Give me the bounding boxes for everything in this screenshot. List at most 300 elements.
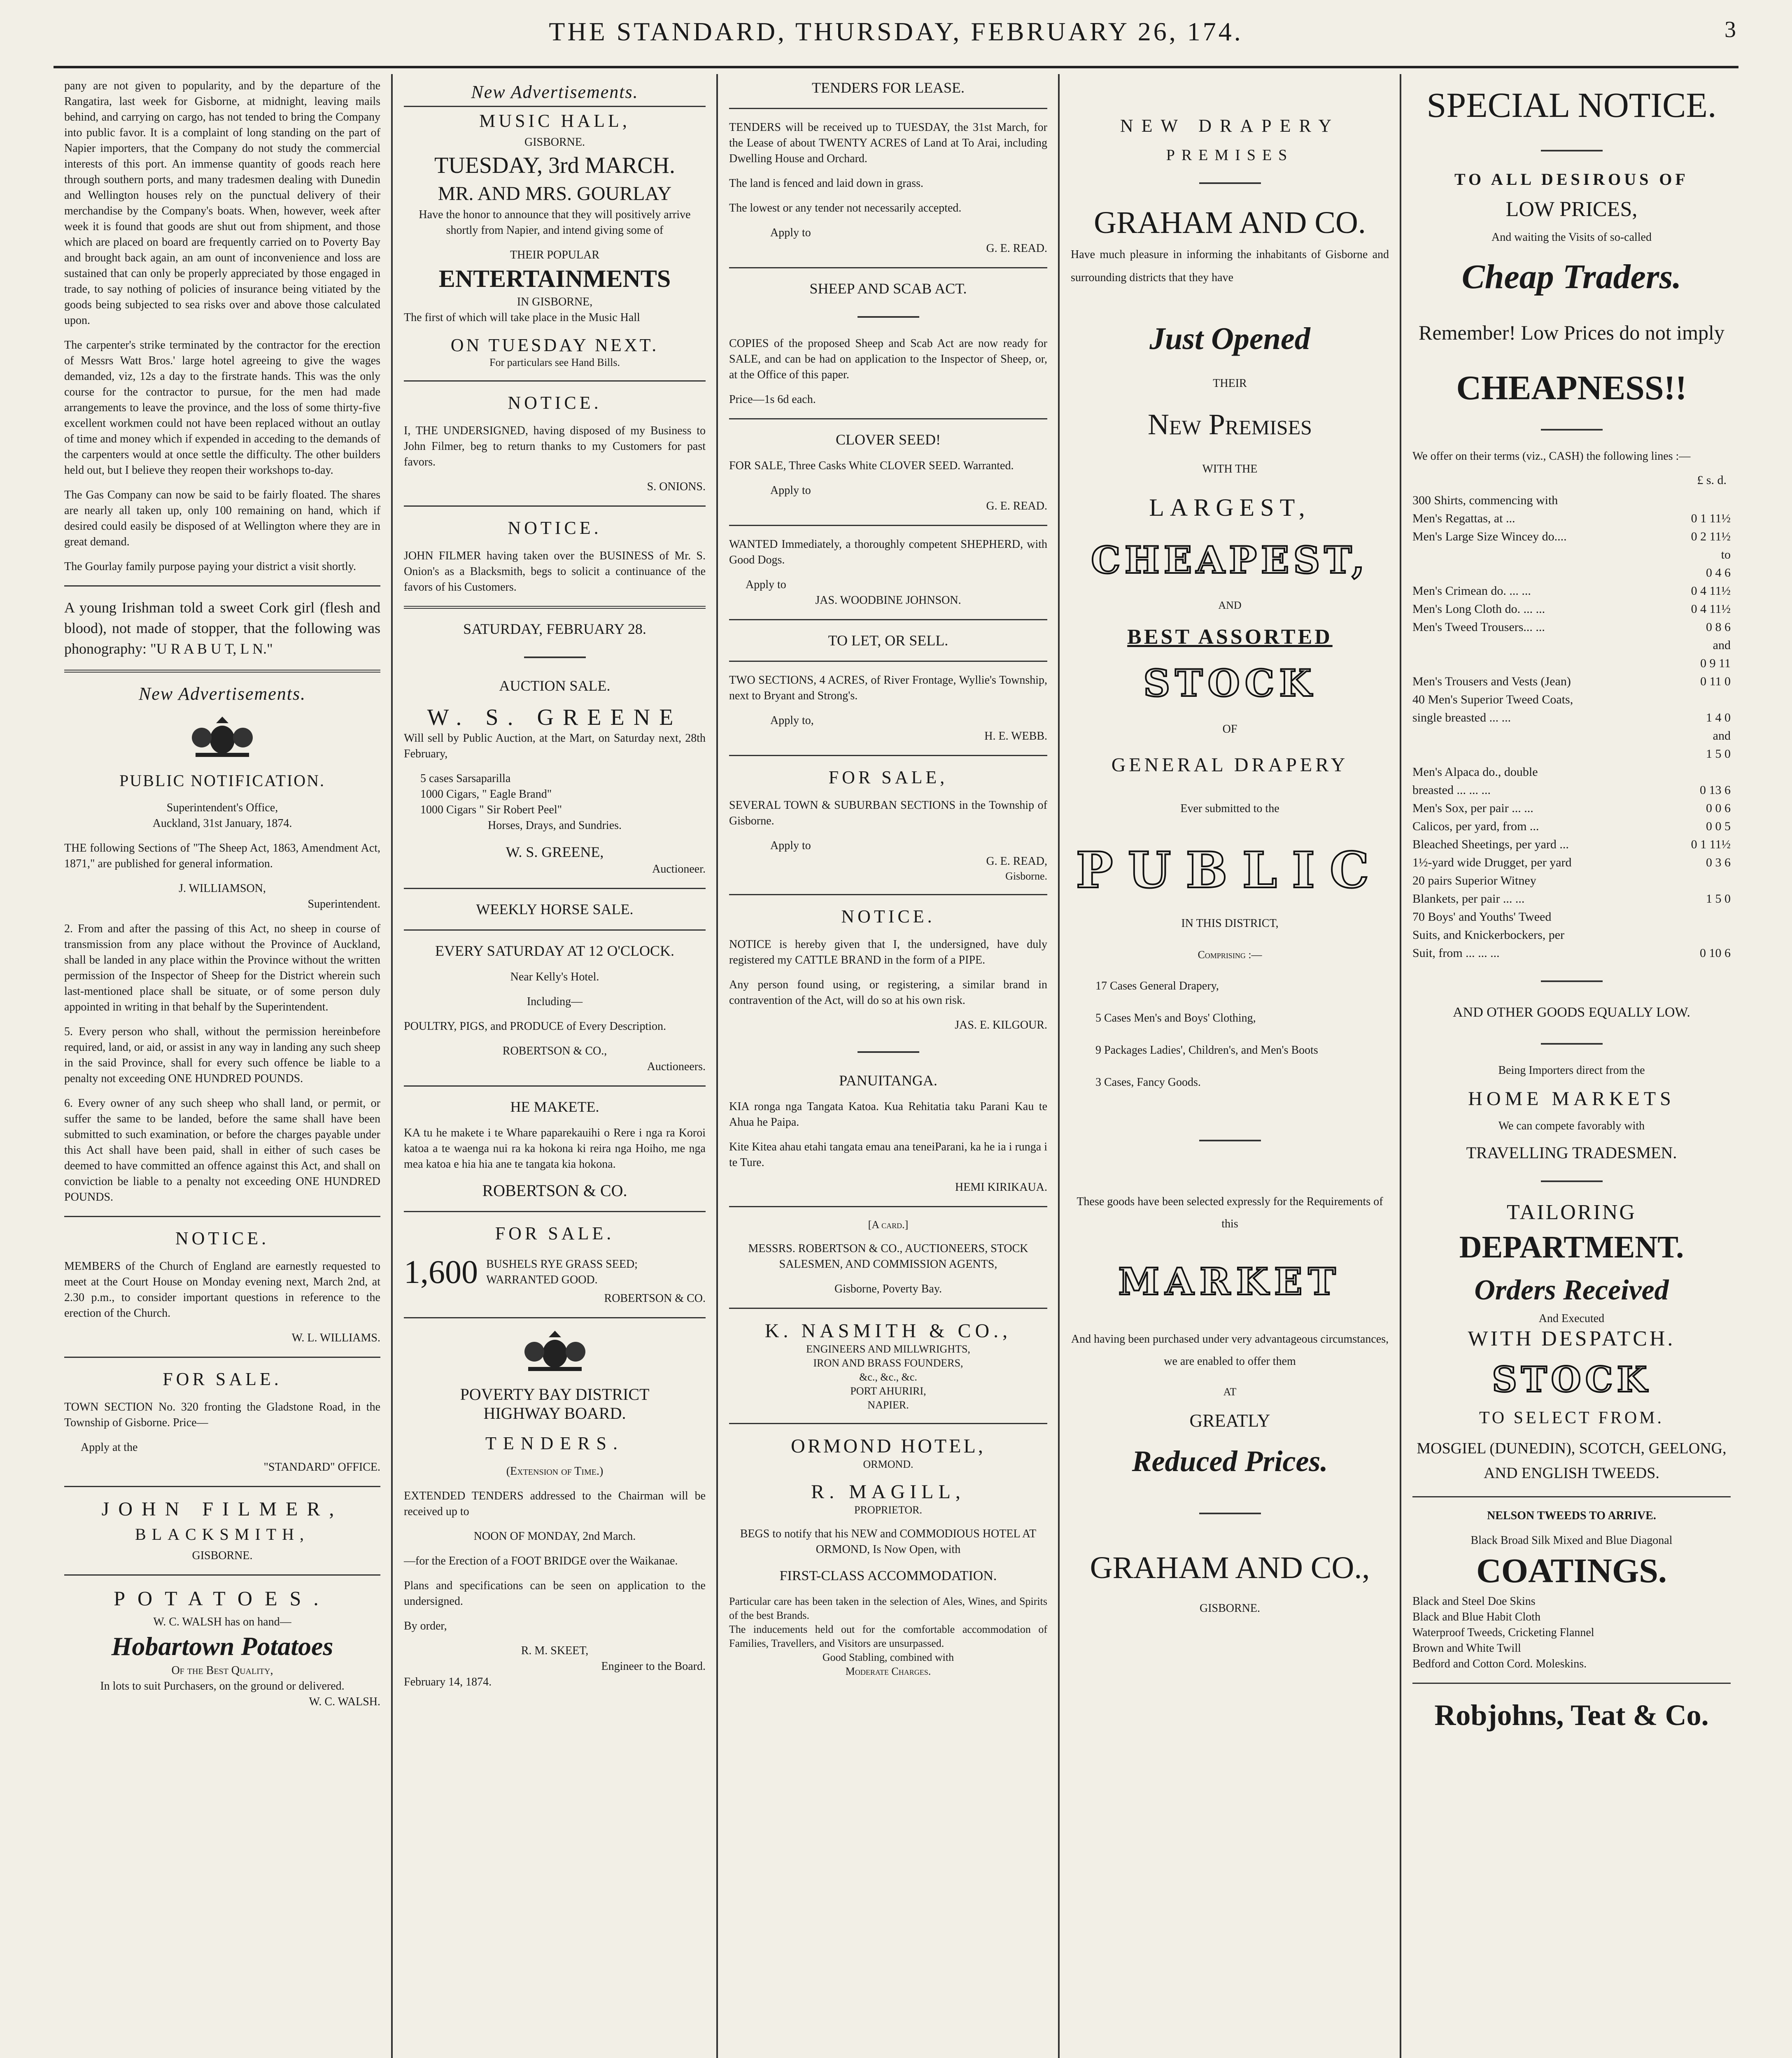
magill-name: R. MAGILL, xyxy=(811,1481,965,1503)
tolet-apply: Apply to, xyxy=(770,714,814,727)
wanted-apply: Apply to xyxy=(746,578,786,591)
price-value: 0 2 11½ xyxy=(1691,530,1731,543)
price-row xyxy=(1412,908,1731,926)
divider xyxy=(729,755,1047,756)
music-hall-on: ON TUESDAY NEXT. xyxy=(450,335,659,355)
tailoring: TAILORING xyxy=(1507,1201,1636,1224)
column-rule xyxy=(1400,74,1401,2058)
divider xyxy=(1412,1683,1731,1684)
weekly-including: Including— xyxy=(527,995,583,1008)
largest: LARGEST, xyxy=(1149,494,1311,521)
price-item: 70 Boys' and Youths' Tweed xyxy=(1412,910,1552,924)
pub-title: PUBLIC NOTIFICATION. xyxy=(119,771,325,790)
masthead-rule xyxy=(54,66,1738,68)
divider xyxy=(404,929,706,931)
lease-title: TENDERS FOR LEASE. xyxy=(811,79,965,96)
tenders-extension: (Extension of Time.) xyxy=(506,1465,604,1478)
music-hall-body: Have the honor to announce that they will positively arrive shortly from Napier, and intend giving some of xyxy=(419,208,691,237)
ever-submitted: Ever submitted to the xyxy=(1180,802,1279,815)
divider xyxy=(729,418,1047,419)
price-item: breasted ... ... ... xyxy=(1412,783,1491,797)
divider xyxy=(64,1216,380,1217)
remember: Remember! Low Prices do not imply xyxy=(1419,321,1724,344)
divider xyxy=(404,106,706,107)
article-paragraph: The Gourlay family purpose paying your district a visit shortly. xyxy=(64,560,356,573)
divider xyxy=(1541,1043,1603,1045)
price-row xyxy=(1412,854,1731,872)
weekly-near: Near Kelly's Hotel. xyxy=(510,971,599,983)
price-item xyxy=(1412,654,1661,673)
signature: ROBERTSON & CO. xyxy=(482,1181,627,1200)
forsale-apply: Apply to xyxy=(770,839,811,852)
nasmith-line: ENGINEERS AND MILLWRIGHTS, xyxy=(806,1343,970,1355)
divider xyxy=(404,888,706,889)
price-value: 0 1 11½ xyxy=(1691,512,1731,525)
price-row xyxy=(1412,745,1731,763)
signature-role: Auctioneer. xyxy=(652,863,706,875)
tenders-body: EXTENDED TENDERS addressed to the Chairman will be received up to xyxy=(404,1490,706,1518)
price-item: 300 Shirts, commencing with xyxy=(1412,494,1558,507)
lease-apply: Apply to xyxy=(770,226,811,239)
price-row xyxy=(1412,872,1731,890)
price-row xyxy=(1412,926,1731,944)
lease-lowest: The lowest or any tender not necessarily accepted. xyxy=(729,202,962,214)
article-paragraph: pany are not given to popularity, and by the departure of the Rangatira, last week for Gisborne, at midnight, leaving mails behind, and carrying on cargo, has not tended to bring the Company into public favor. It is a complaint of long standing on the part of Napier importers, that the Company do not study the commercial interests of this port. An immense quantity of goods reach here through southern ports, and many tradesmen dealing with Dunedin and Wellington houses rely on the punctual delivery of their merchandise by the Company's boats. When, however, week after week it is found that goods are shut out from shipment, and those which are placed on board are frequently carried on to Poverty Bay and brought back again, an am ount of inconvenience and loss are sustained that can only be properly appreciated by those engaged in trade, to say nothing of policies of insurance being vitiated by the goods being subjected to sea risks over and above those calculated upon. xyxy=(64,79,380,327)
divider xyxy=(1199,182,1261,184)
nasmith-line: PORT AHURIRI, xyxy=(850,1385,926,1397)
cloth-line: Brown and White Twill xyxy=(1412,1642,1521,1655)
cloth-line: Black and Blue Habit Cloth xyxy=(1412,1611,1541,1623)
signature-role: Auctioneers. xyxy=(647,1060,706,1073)
makete-title: HE MAKETE. xyxy=(510,1099,599,1115)
price-item: single breasted ... ... xyxy=(1412,711,1511,724)
divider xyxy=(1412,1496,1731,1497)
price-row xyxy=(1412,709,1731,727)
goods-item: 5 Cases Men's and Boys' Clothing, xyxy=(1095,1012,1256,1024)
tolet-body: TWO SECTIONS, 4 ACRES, of River Frontage, Wyllie's Township, next to Bryant and Strong's. xyxy=(729,674,1047,702)
price-value: 0 0 6 xyxy=(1706,801,1731,815)
price-value: 0 1 11½ xyxy=(1691,838,1731,851)
forsale-body: TOWN SECTION No. 320 fronting the Gladstone Road, in the Township of Gisborne. Price— xyxy=(64,1401,380,1429)
notice-title: NOTICE. xyxy=(175,1228,270,1248)
divider xyxy=(729,661,1047,662)
price-value: and xyxy=(1713,729,1731,743)
article-paragraph: The carpenter's strike terminated by the contractor for the erection of Messrs Watt Bros.' large hotel agreeing to give the wages demanded, viz, 12s a day to the firstrate hands. This was the only course for the contractor to pursue, for the men had made arrangements to leave the province, and the loss of some thirty-five excellent workmen could not have been replaced without an outlay of time and money which if expended in acceding to the demands of the carpenters would at once settle the difficulty. The other builders held out, but I believe they reopen their workshops to-day. xyxy=(64,339,380,477)
signature: G. E. READ. xyxy=(986,242,1047,255)
price-list xyxy=(1412,491,1731,962)
goods-item: 17 Cases General Drapery, xyxy=(1095,980,1219,992)
with-despatch: WITH DESPATCH. xyxy=(1468,1327,1675,1350)
forsale-office: "STANDARD" OFFICE. xyxy=(263,1461,380,1474)
price-value xyxy=(1661,763,1731,781)
article-paragraph: The Gas Company can now be said to be fairly floated. The shares are nearly all taken up, only 100 remaining on hand, which if desired could easily be disposed of at Wellington where they are in great demand. xyxy=(64,489,380,548)
panuitanga-body: KIA ronga nga Tangata Katoa. Kua Rehitatia taku Parani Kau te Ahua he Paipa. xyxy=(729,1100,1047,1129)
price-row xyxy=(1412,564,1731,582)
potatoes-title: POTATOES. xyxy=(114,1587,331,1610)
divider xyxy=(64,585,380,587)
column-4 xyxy=(1060,74,1400,2058)
tenders-noon: NOON OF MONDAY, 2nd March. xyxy=(473,1530,636,1543)
price-row xyxy=(1412,546,1731,564)
home-markets: HOME MARKETS xyxy=(1468,1088,1675,1110)
column-rule xyxy=(716,74,718,2058)
greene-body: Will sell by Public Auction, at the Mart, on Saturday next, 28th February, xyxy=(404,732,706,760)
notice-body: I, THE UNDERSIGNED, having disposed of my Business to John Filmer, beg to return thanks to my Customers for past favors. xyxy=(404,424,706,468)
tenders-title: TENDERS. xyxy=(485,1433,624,1453)
price-row xyxy=(1412,691,1731,709)
divider xyxy=(858,1051,919,1053)
signature: G. E. READ, xyxy=(986,855,1047,868)
notice-title: NOTICE. xyxy=(508,393,602,413)
signature: W. C. WALSH. xyxy=(309,1695,380,1708)
divider xyxy=(729,894,1047,895)
clover-body: FOR SALE, Three Casks White CLOVER SEED. Warranted. xyxy=(729,459,1014,472)
signature: G. E. READ. xyxy=(986,500,1047,512)
weekly-title: WEEKLY HORSE SALE. xyxy=(476,901,634,917)
highway-subtitle: HIGHWAY BOARD. xyxy=(483,1404,626,1422)
divider xyxy=(1541,150,1603,151)
offer: We offer on their terms (viz., CASH) the following lines :— xyxy=(1412,450,1691,463)
nasmith-line: NAPIER. xyxy=(867,1399,909,1411)
price-item: Men's Alpaca do., double xyxy=(1412,765,1538,779)
potatoes-lots: In lots to suit Purchasers, on the ground or delivered. xyxy=(100,1680,345,1692)
nasmith-line: &c., &c., &c. xyxy=(859,1371,917,1383)
price-item: 40 Men's Superior Tweed Coats, xyxy=(1412,693,1573,706)
divider xyxy=(64,1357,380,1358)
goods-item: 9 Packages Ladies', Children's, and Men's Boots xyxy=(1095,1044,1318,1057)
price-value: 0 4 6 xyxy=(1706,566,1731,580)
price-row xyxy=(1412,654,1731,673)
masthead xyxy=(0,16,1792,66)
notice-body: Any person found using, or registering, a similar brand in contravention of the Act, will do so at his own risk. xyxy=(729,978,1047,1007)
signature: S. ONIONS. xyxy=(647,480,706,493)
goods-item: 3 Cases, Fancy Goods. xyxy=(1095,1076,1201,1089)
price-value: 0 10 6 xyxy=(1700,946,1731,960)
price-value xyxy=(1661,872,1731,890)
nelson-tweeds: NELSON TWEEDS TO ARRIVE. xyxy=(1487,1509,1656,1522)
sheep-act-title: SHEEP AND SCAB ACT. xyxy=(809,280,967,297)
divider xyxy=(64,670,380,673)
pub-section-2: 2. From and after the passing of this Act, no sheep in course of transmission from any place without the Province of Auckland, shall be landed in any place within the Province without the written permission of the Inspector of Sheep for the District wherein such last-mentioned place shall be situate, or of some person duly appointed in writing in that behalf by the Superintendent. xyxy=(64,922,380,1013)
masthead-title: THE STANDARD, THURSDAY, FEBRUARY 26, 174. xyxy=(549,17,1243,46)
ormond-first: FIRST-CLASS ACCOMMODATION. xyxy=(779,1568,997,1583)
music-hall-ent: ENTERTAINMENTS xyxy=(438,265,671,292)
panuitanga-title: PANUITANGA. xyxy=(839,1072,937,1089)
price-row xyxy=(1412,618,1731,636)
filmer-name: JOHN FILMER, xyxy=(101,1498,343,1520)
signature: ROBERTSON & CO. xyxy=(604,1292,706,1305)
price-item: Men's Sox, per pair ... ... xyxy=(1412,801,1533,815)
price-item: Blankets, per pair ... ... xyxy=(1412,892,1525,906)
ormond-title: ORMOND HOTEL, xyxy=(791,1435,986,1457)
price-row xyxy=(1412,510,1731,528)
pub-section-6: 6. Every owner of any such sheep who shall land, or permit, or suffer the same to be landed, before the same shall have been submitted to such examination, or before the charges payable under this Act shall have been paid, shall in either of such cases be deemed to have committed an offence against this Act, and shall on conviction be liable to a penalty not exceeding ONE HUNDRED POUNDS. xyxy=(64,1097,380,1204)
their: THEIR xyxy=(1213,377,1247,390)
low-prices: LOW PRICES, xyxy=(1505,198,1638,221)
filmer-place: GISBORNE. xyxy=(192,1549,253,1562)
divider xyxy=(1541,1180,1603,1182)
purchased: And having been purchased under very advantageous circumstances, we are enabled to offer them xyxy=(1071,1333,1389,1368)
divider xyxy=(64,1486,380,1487)
signature: W. L. WILLIAMS. xyxy=(291,1332,380,1344)
price-item: Men's Regattas, at ... xyxy=(1412,512,1515,525)
forsale-title: FOR SALE. xyxy=(163,1369,282,1389)
magill-role: PROPRIETOR. xyxy=(854,1504,922,1516)
market: MARKET xyxy=(1118,1260,1342,1304)
lot-item: 1000 Cigars " Sir Robert Peel" xyxy=(420,803,562,816)
lot-item: 1000 Cigars, " Eagle Brand" xyxy=(420,788,552,801)
ormond-body: BEGS to notify that his NEW and COMMODIOUS HOTEL AT ORMOND, Is Now Open, with xyxy=(740,1527,1037,1556)
page-number: 3 xyxy=(1724,17,1738,42)
cheapest: CHEAPEST, xyxy=(1091,538,1369,582)
price-item xyxy=(1412,745,1661,763)
tenders-date: February 14, 1874. xyxy=(404,1676,492,1688)
weekly-produce: POULTRY, PIGS, and PRODUCE of Every Description. xyxy=(404,1020,666,1033)
price-row xyxy=(1412,491,1731,510)
gourlay-name: MR. AND MRS. GOURLAY xyxy=(438,183,672,205)
divider xyxy=(729,108,1047,109)
price-item: Suits, and Knickerbockers, per xyxy=(1412,928,1565,942)
divider xyxy=(404,1317,706,1318)
price-row xyxy=(1412,727,1731,745)
cloth-line: Bedford and Cotton Cord. Moleskins. xyxy=(1412,1658,1587,1670)
graham-name: GRAHAM AND CO. xyxy=(1094,205,1366,240)
compete: We can compete favorably with xyxy=(1498,1120,1645,1132)
to-select: TO SELECT FROM. xyxy=(1479,1408,1664,1427)
column-rule xyxy=(1058,74,1060,2058)
signature-role: Superintendent. xyxy=(308,898,380,910)
tenders-plans: Plans and specifications can be seen on application to the undersigned. xyxy=(404,1579,706,1608)
column-1 xyxy=(54,74,391,2058)
clover-title: CLOVER SEED! xyxy=(836,431,941,448)
divider xyxy=(1199,1513,1261,1514)
panuitanga-body: Kite Kitea ahau etahi tangata emau ana teneiParani, ka he ia i runga i te Ture. xyxy=(729,1141,1047,1169)
sale-date: SATURDAY, FEBRUARY 28. xyxy=(463,621,646,637)
price-value xyxy=(1661,691,1731,709)
divider xyxy=(1541,429,1603,431)
price-value: 1 4 0 xyxy=(1706,711,1731,724)
potatoes-big: Hobartown Potatoes xyxy=(111,1632,333,1661)
of: OF xyxy=(1222,723,1237,736)
divider xyxy=(729,619,1047,620)
tenders-erect: —for the Erection of a FOOT BRIDGE over the Waikanae. xyxy=(404,1555,678,1567)
divider xyxy=(858,316,919,318)
price-value: to xyxy=(1721,548,1731,561)
column-5 xyxy=(1402,74,1741,2058)
robertson-place: Gisborne, Poverty Bay. xyxy=(834,1283,942,1295)
wanted-body: WANTED Immediately, a thoroughly competent SHEPHERD, with Good Dogs. xyxy=(729,538,1047,566)
divider xyxy=(404,380,706,382)
other-goods: AND OTHER GOODS EQUALLY LOW. xyxy=(1453,1005,1690,1020)
ormond-particular: Particular care has been taken in the selection of Ales, Wines, and Spirits of the best Brands. xyxy=(729,1595,1047,1621)
ormond-moderate: Moderate Charges. xyxy=(845,1665,931,1677)
price-row xyxy=(1412,799,1731,817)
price-value: 0 8 6 xyxy=(1706,620,1731,634)
signature-place: Gisborne. xyxy=(1005,870,1047,882)
price-item: Calicos, per yard, from ... xyxy=(1412,819,1539,833)
price-value: 0 4 11½ xyxy=(1691,602,1731,616)
column-rule xyxy=(391,74,393,2058)
price-row xyxy=(1412,600,1731,618)
music-hall-title: MUSIC HALL, xyxy=(479,111,630,131)
clover-apply: Apply to xyxy=(770,484,811,497)
price-item xyxy=(1412,727,1661,745)
royal-crest-icon xyxy=(520,1329,590,1374)
price-row xyxy=(1412,582,1731,600)
price-value: 0 4 11½ xyxy=(1691,584,1731,598)
potatoes-line: W. C. WALSH has on hand— xyxy=(153,1616,291,1628)
department: DEPARTMENT. xyxy=(1459,1230,1684,1264)
nasmith-title: K. NASMITH & CO., xyxy=(764,1320,1012,1342)
price-row xyxy=(1412,528,1731,546)
forsale-title: FOR SALE, xyxy=(828,767,948,787)
divider xyxy=(404,505,706,507)
new-ads-header: New Advertisements. xyxy=(471,82,639,102)
signature: R. M. SKEET, xyxy=(521,1644,589,1657)
divider xyxy=(64,1574,380,1576)
price-value: 0 0 5 xyxy=(1706,819,1731,833)
notice-body: JOHN FILMER having taken over the BUSINESS of Mr. S. Onion's as a Blacksmith, begs to solicit a continuance of the favors of his Customers. xyxy=(404,549,706,594)
robertson-card: MESSRS. ROBERTSON & CO., AUCTIONEERS, STOCK SALESMEN, AND COMMISSION AGENTS, xyxy=(748,1242,1028,1271)
sheep-act-body: COPIES of the proposed Sheep and Scab Act are now ready for SALE, and can be had on application to the Inspector of Sheep, or, at the Office of this paper. xyxy=(729,337,1047,381)
just-opened: Just Opened xyxy=(1149,321,1310,356)
price-item xyxy=(1412,636,1661,654)
special-notice: SPECIAL NOTICE. xyxy=(1426,85,1717,125)
weekly-when: EVERY SATURDAY AT 12 O'CLOCK. xyxy=(435,943,674,959)
tolet-title: TO LET, OR SELL. xyxy=(828,632,948,649)
irishman-item: A young Irishman told a sweet Cork girl (flesh and blood), not made of stopper, that the following was phonography: "U R A B U T, L N." xyxy=(64,599,380,657)
forsale-apply: Apply at the xyxy=(81,1441,138,1454)
signature: HEMI KIRIKAUA. xyxy=(955,1181,1047,1194)
filmer-trade: BLACKSMITH, xyxy=(135,1525,310,1544)
cloth-line: Waterproof Tweeds, Cricketing Flannel xyxy=(1412,1626,1594,1639)
with-the: WITH THE xyxy=(1202,463,1258,475)
price-row xyxy=(1412,763,1731,781)
divider xyxy=(729,525,1047,526)
lot-item: Horses, Drays, and Sundries. xyxy=(487,819,622,832)
price-value: 0 9 11 xyxy=(1700,657,1731,670)
price-item: Men's Long Cloth do. ... ... xyxy=(1412,602,1545,616)
divider xyxy=(1541,980,1603,982)
price-value: 0 13 6 xyxy=(1700,783,1731,797)
price-value xyxy=(1661,908,1731,926)
potatoes-quality: Of the Best Quality, xyxy=(171,1664,273,1677)
new-premises: New Premises xyxy=(1148,408,1312,441)
price-row xyxy=(1412,781,1731,799)
ormond-inducements: The inducements held out for the comfortable accommodation of Families, Travellers, and Visitors are unsurpassed. xyxy=(729,1623,1047,1649)
cheap-traders: Cheap Traders. xyxy=(1461,258,1682,296)
price-row xyxy=(1412,944,1731,962)
at: AT xyxy=(1223,1386,1237,1398)
notice-body: MEMBERS of the Church of England are earnestly requested to meet at the Court House on Monday evening next, March 2nd, at 2.30 p.m., to consider important questions in reference to the erection of the Church. xyxy=(64,1260,380,1320)
price-item: Men's Large Size Wincey do.... xyxy=(1412,530,1567,543)
price-value: 1 5 0 xyxy=(1706,892,1731,906)
importers: Being Importers direct from the xyxy=(1498,1064,1645,1077)
divider xyxy=(729,1423,1047,1424)
stock: STOCK xyxy=(1492,1359,1651,1400)
column-3 xyxy=(718,74,1058,2058)
price-value xyxy=(1661,926,1731,944)
price-value: 0 3 6 xyxy=(1706,856,1731,869)
auction-title: AUCTION SALE. xyxy=(499,677,611,694)
signature: W. S. GREENE, xyxy=(506,844,604,860)
forsale-body: SEVERAL TOWN & SUBURBAN SECTIONS in the Township of Gisborne. xyxy=(729,799,1047,827)
premises-title: PREMISES xyxy=(1166,147,1294,164)
comprising: Comprising :— xyxy=(1198,949,1262,961)
goods-selected: These goods have been selected expressly for the Requirements of this xyxy=(1077,1195,1383,1230)
forsale-body: BUSHELS RYE GRASS SEED; WARRANTED GOOD. xyxy=(486,1258,638,1286)
lease-body: TENDERS will be received up to TUESDAY, the 31st March, for the Lease of about TWENTY ACRES of Land at To Arai, including Dwelling House and Orchard. xyxy=(729,121,1047,165)
price-item: Bleached Sheetings, per yard ... xyxy=(1412,838,1569,851)
signature: J. WILLIAMSON, xyxy=(179,882,266,895)
music-hall-bills: For particulars see Hand Bills. xyxy=(489,356,620,368)
price-value: 1 5 0 xyxy=(1706,747,1731,761)
price-row xyxy=(1412,636,1731,654)
divider xyxy=(404,606,706,609)
coatings: COATINGS. xyxy=(1476,1552,1667,1590)
notice-body: NOTICE is hereby given that I, the undersigned, have duly registered my CATTLE BRAND in the form of a PIPE. xyxy=(729,938,1047,966)
price-item xyxy=(1412,546,1661,564)
cheapness: CHEAPNESS!! xyxy=(1456,369,1687,407)
music-hall-popular: THEIR POPULAR xyxy=(510,249,599,261)
price-item: Suit, from ... ... ... xyxy=(1412,946,1500,960)
greatly: GREATLY xyxy=(1189,1411,1270,1431)
card-label: [A card.] xyxy=(868,1219,909,1231)
signature: H. E. WEBB. xyxy=(984,730,1047,743)
general-drapery: GENERAL DRAPERY xyxy=(1111,754,1349,776)
divider xyxy=(404,1085,706,1087)
price-item: Men's Trousers and Vests (Jean) xyxy=(1412,675,1571,688)
signature: JAS. E. KILGOUR. xyxy=(955,1019,1047,1031)
price-item: Men's Tweed Trousers... ... xyxy=(1412,620,1545,634)
awaiting: And waiting the Visits of so-called xyxy=(1491,231,1652,244)
ormond-stabling: Good Stabling, combined with xyxy=(822,1651,954,1663)
price-item xyxy=(1412,564,1661,582)
pub-intro: THE following Sections of "The Sheep Act, 1863, Amendment Act, 1871," are published for general information. xyxy=(64,842,380,870)
divider xyxy=(729,1308,1047,1309)
royal-crest-icon xyxy=(187,715,257,760)
greene-name: W. S. GREENE xyxy=(427,705,683,730)
price-value: 0 11 0 xyxy=(1700,675,1731,688)
executed: And Executed xyxy=(1538,1312,1605,1325)
pub-office: Superintendent's Office, xyxy=(166,801,278,814)
signature: ROBERTSON & CO., xyxy=(502,1045,607,1057)
highway-title: POVERTY BAY DISTRICT xyxy=(460,1385,650,1404)
pub-section-5: 5. Every person who shall, without the permission hereinbefore required, land, or aid, or assist in any way in landing any such sheep in the said Province, shall for every such offence be liable to a penalty not exceeding ONE HUNDRED POUNDS. xyxy=(64,1025,380,1085)
forsale-quantity: 1,600 xyxy=(404,1254,478,1290)
price-row xyxy=(1412,817,1731,836)
in-this-district: IN THIS DISTRICT, xyxy=(1181,917,1279,930)
makete-body: KA tu he makete i te Whare paparekauihi o Rere i nga ra Koroi katoa a te waenga nui ra ka hokona ki reira nga Hoiho, me nga mea katoa e hia hia ane te tangata kia hokona. xyxy=(404,1127,706,1171)
graham-intro: Have much pleasure in informing the inhabitants of Gisborne and surrounding districts that they have xyxy=(1071,248,1389,284)
price-item: 1½-yard wide Drugget, per yard xyxy=(1412,856,1572,869)
to-all: TO ALL DESIROUS OF xyxy=(1454,170,1689,189)
travelling-tradesmen: TRAVELLING TRADESMEN. xyxy=(1466,1143,1677,1162)
lot-item: 5 cases Sarsaparilla xyxy=(420,772,511,785)
drapery-title: NEW DRAPERY xyxy=(1120,116,1340,136)
price-value: and xyxy=(1713,638,1731,652)
price-item: Men's Crimean do. ... ... xyxy=(1412,584,1531,598)
and: AND xyxy=(1218,599,1242,611)
public: PUBLIC xyxy=(1076,841,1384,899)
reduced-prices: Reduced Prices. xyxy=(1132,1445,1328,1478)
sheep-act-price: Price—1s 6d each. xyxy=(729,393,816,406)
cloth-line: Black and Steel Doe Skins xyxy=(1412,1595,1536,1608)
music-hall-in: IN GISBORNE, xyxy=(517,296,593,308)
lease-fence: The land is fenced and laid down in grass. xyxy=(729,177,923,190)
price-item: 20 pairs Superior Witney xyxy=(1412,874,1536,887)
ormond-place: ORMOND. xyxy=(863,1458,913,1470)
